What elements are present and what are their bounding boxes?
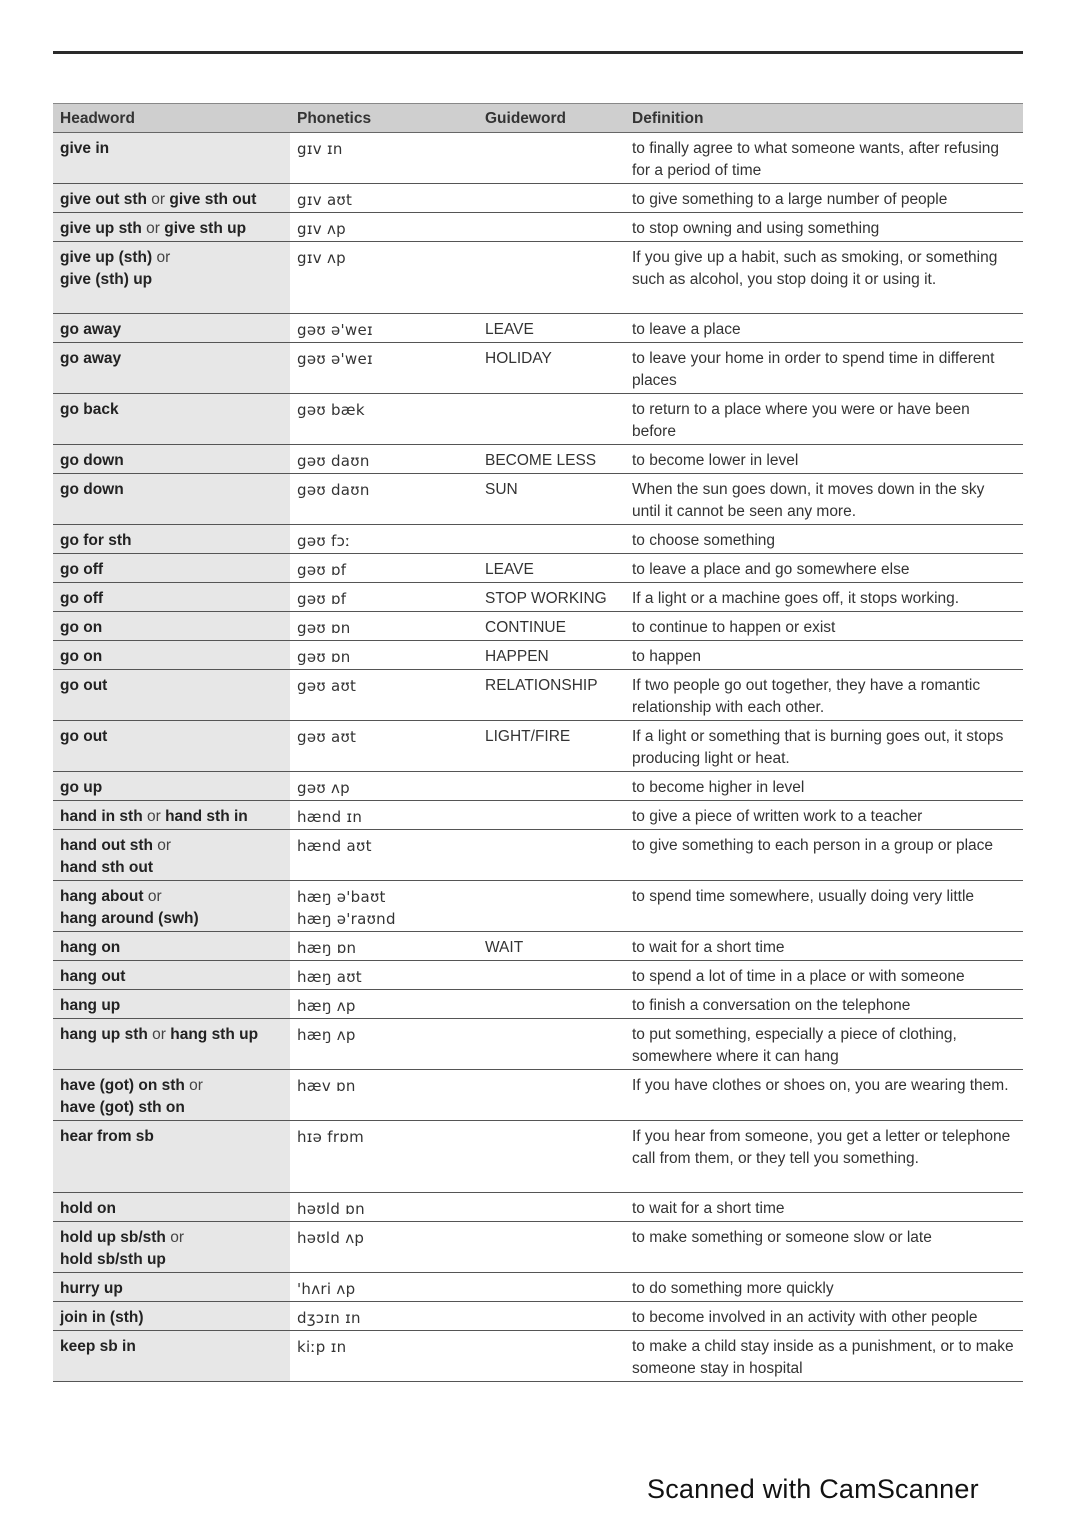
headword-cell <box>53 343 290 394</box>
phonetics-cell <box>290 772 478 801</box>
phonetic-text: hɪə frɒm <box>297 1128 365 1146</box>
table-row <box>53 1121 1023 1193</box>
table-row <box>53 445 1023 474</box>
definition-cell: to finish a conversation on the telephone <box>632 997 911 1014</box>
headword-text: go down <box>60 452 124 469</box>
phonetic-text: gəʊ aʊt <box>297 728 357 746</box>
definition-cell: to give something to a large number of people <box>632 191 948 208</box>
table-header-row <box>53 104 1023 133</box>
table-row <box>53 343 1023 394</box>
guideword-cell <box>478 830 625 881</box>
table-row <box>53 721 1023 772</box>
table-row <box>53 990 1023 1019</box>
top-rule <box>53 51 1023 54</box>
header-definition: Definition <box>632 110 704 127</box>
definition-cell: to make a child stay inside as a punishment, or to make someone stay in hospital <box>632 1338 1014 1377</box>
headword-text: hand sth out <box>60 859 153 876</box>
headword-cell <box>53 612 290 641</box>
headword-text: go for sth <box>60 532 132 549</box>
headword-text: go on <box>60 648 103 665</box>
headword-or: or <box>141 220 165 237</box>
definition-cell: to become higher in level <box>632 779 805 796</box>
headword-text: keep sb in <box>60 1338 136 1355</box>
definition-cell: to leave your home in order to spend time in different places <box>632 350 995 389</box>
headword-or: or <box>184 1077 203 1094</box>
table-row <box>53 612 1023 641</box>
table-row <box>53 1273 1023 1302</box>
headword-cell <box>53 583 290 612</box>
phonetics-cell <box>290 641 478 670</box>
definition-cell: to leave a place and go somewhere else <box>632 561 910 578</box>
guideword-cell <box>478 1331 625 1382</box>
table-row <box>53 1019 1023 1070</box>
headword-text: give up sth <box>60 220 142 237</box>
headword-text: hold up sb/sth <box>60 1229 166 1246</box>
guideword-cell <box>478 801 625 830</box>
headword-text: go away <box>60 321 122 338</box>
phonetic-text: kiːp ɪn <box>297 1338 347 1356</box>
table-row <box>53 641 1023 670</box>
definition-cell: to continue to happen or exist <box>632 619 836 636</box>
phonetics-cell <box>290 1070 478 1121</box>
phonetic-text: gɪv aʊt <box>297 191 353 209</box>
phonetic-text: hænd aʊt <box>297 837 372 855</box>
definition-cell: If you hear from someone, you get a letter or telephone call from them, or they tell you something. <box>632 1128 1011 1167</box>
guideword-cell <box>478 213 625 242</box>
guideword-cell <box>478 1121 625 1193</box>
phonetics-cell <box>290 932 478 961</box>
table-row <box>53 554 1023 583</box>
guideword-cell <box>478 133 625 184</box>
headword-cell <box>53 213 290 242</box>
headword-cell <box>53 1222 290 1273</box>
headword-text: hang around (swh) <box>60 910 199 927</box>
phonetic-text: gəʊ ɒf <box>297 590 347 608</box>
headword-cell <box>53 990 290 1019</box>
headword-cell <box>53 525 290 554</box>
phonetic-text: gəʊ ɒf <box>297 561 347 579</box>
phonetic-text: həʊld ʌp <box>297 1229 365 1247</box>
phonetics-cell <box>290 343 478 394</box>
table-row <box>53 525 1023 554</box>
guideword-cell: LEAVE <box>485 561 534 578</box>
phonetics-cell <box>290 961 478 990</box>
phonetic-text: hæŋ ʌp <box>297 1026 356 1044</box>
phonetics-cell <box>290 830 478 881</box>
headword-cell <box>53 445 290 474</box>
phonetics-cell <box>290 394 478 445</box>
guideword-cell <box>478 772 625 801</box>
definition-cell: If two people go out together, they have a romantic relationship with each other. <box>632 677 981 716</box>
headword-cell <box>53 314 290 343</box>
phonetics-cell <box>290 1121 478 1193</box>
definition-cell: to do something more quickly <box>632 1280 834 1297</box>
guideword-cell <box>478 881 625 932</box>
phonetics-cell <box>290 721 478 772</box>
phonetics-cell <box>290 1302 478 1331</box>
guideword-cell <box>478 1019 625 1070</box>
headword-text: go down <box>60 481 124 498</box>
table-row <box>53 1070 1023 1121</box>
table-row <box>53 801 1023 830</box>
table-row <box>53 1193 1023 1222</box>
headword-text: hang out <box>60 968 126 985</box>
phonetics-cell <box>290 242 478 314</box>
phonetics-cell <box>290 1331 478 1382</box>
headword-cell <box>53 1019 290 1070</box>
table-row <box>53 1222 1023 1273</box>
phonetics-cell <box>290 583 478 612</box>
guideword-cell: RELATIONSHIP <box>485 677 598 694</box>
phonetic-text: hænd ɪn <box>297 808 363 826</box>
guideword-cell: CONTINUE <box>485 619 566 636</box>
guideword-cell: HAPPEN <box>485 648 549 665</box>
headword-cell <box>53 394 290 445</box>
phonetic-text: gəʊ fɔː <box>297 532 351 550</box>
table-body <box>53 133 1023 1382</box>
headword-text: hear from sb <box>60 1128 154 1145</box>
phonetic-text: gəʊ daʊn <box>297 481 370 499</box>
table-row <box>53 184 1023 213</box>
headword-text: have (got) on sth <box>60 1077 185 1094</box>
phonetic-text: gəʊ bæk <box>297 401 365 419</box>
definition-cell: to give a piece of written work to a teacher <box>632 808 923 825</box>
phonetics-cell <box>290 525 478 554</box>
headword-text: go out <box>60 728 108 745</box>
headword-cell <box>53 1121 290 1193</box>
phonetics-cell <box>290 445 478 474</box>
headword-text: hold on <box>60 1200 116 1217</box>
phonetics-cell <box>290 133 478 184</box>
definition-cell: When the sun goes down, it moves down in the sky until it cannot be seen any more. <box>632 481 985 520</box>
headword-text: go off <box>60 590 104 607</box>
guideword-cell <box>478 1070 625 1121</box>
headword-or: or <box>143 888 162 905</box>
phonetic-text: gəʊ ə'weɪ <box>297 350 373 368</box>
headword-cell <box>53 961 290 990</box>
definition-cell: to put something, especially a piece of clothing, somewhere where it can hang <box>632 1026 957 1065</box>
guideword-cell: LEAVE <box>485 321 534 338</box>
phonetic-text: gɪv ʌp <box>297 220 346 238</box>
phonetics-cell <box>290 801 478 830</box>
table-row <box>53 1331 1023 1382</box>
headword-text: go away <box>60 350 122 367</box>
table-row <box>53 133 1023 184</box>
guideword-cell <box>478 1193 625 1222</box>
phonetics-cell <box>290 1019 478 1070</box>
table-row <box>53 583 1023 612</box>
headword-or: or <box>153 837 172 854</box>
phrasal-verb-table <box>53 103 1023 1382</box>
headword-or: or <box>165 1229 184 1246</box>
definition-cell: If a light or something that is burning goes out, it stops producing light or heat. <box>632 728 1004 767</box>
header-headword: Headword <box>60 110 135 127</box>
headword-cell <box>53 1273 290 1302</box>
guideword-cell <box>478 394 625 445</box>
guideword-cell <box>478 525 625 554</box>
phonetics-cell <box>290 213 478 242</box>
table-row <box>53 1302 1023 1331</box>
headword-text: give sth up <box>164 220 247 237</box>
table-row <box>53 394 1023 445</box>
headword-text: go up <box>60 779 103 796</box>
phonetics-cell <box>290 554 478 583</box>
phonetic-text: gəʊ ʌp <box>297 779 350 797</box>
headword-text: go out <box>60 677 108 694</box>
headword-or: or <box>146 191 170 208</box>
phonetic-text: hæŋ ɒn <box>297 939 357 957</box>
definition-cell: to make something or someone slow or late <box>632 1229 932 1246</box>
guideword-cell <box>478 242 625 314</box>
phonetic-text: həʊld ɒn <box>297 1200 365 1218</box>
guideword-cell <box>478 990 625 1019</box>
headword-text: hold sb/sth up <box>60 1251 166 1268</box>
phonetics-cell <box>290 184 478 213</box>
guideword-cell <box>478 961 625 990</box>
definition-cell: to leave a place <box>632 321 741 338</box>
guideword-cell: STOP WORKING <box>485 590 607 607</box>
headword-text: give out sth <box>60 191 147 208</box>
phonetic-text: hæŋ ə'raʊnd <box>297 910 396 928</box>
phonetics-cell <box>290 1273 478 1302</box>
guideword-cell <box>478 184 625 213</box>
phonetics-cell <box>290 990 478 1019</box>
definition-cell: to spend time somewhere, usually doing very little <box>632 888 975 905</box>
headword-cell <box>53 772 290 801</box>
headword-text: give up (sth) <box>60 249 153 266</box>
definition-cell: to wait for a short time <box>632 1200 785 1217</box>
phonetics-cell <box>290 612 478 641</box>
table-row <box>53 474 1023 525</box>
headword-cell <box>53 1331 290 1382</box>
definition-cell: to finally agree to what someone wants, after refusing for a period of time <box>632 140 1000 179</box>
table-row <box>53 670 1023 721</box>
phonetic-text: gəʊ daʊn <box>297 452 370 470</box>
table-row <box>53 830 1023 881</box>
headword-text: have (got) sth on <box>60 1099 185 1116</box>
headword-or: or <box>147 1026 171 1043</box>
headword-cell <box>53 881 290 932</box>
phonetic-text: gəʊ ə'weɪ <box>297 321 373 339</box>
headword-text: hang about <box>60 888 144 905</box>
phonetic-text: hæŋ ʌp <box>297 997 356 1015</box>
definition-cell: If you give up a habit, such as smoking, or something such as alcohol, you stop doing it or using it. <box>632 249 998 288</box>
phonetics-cell <box>290 474 478 525</box>
headword-text: give (sth) up <box>60 271 153 288</box>
phonetic-text: gəʊ aʊt <box>297 677 357 695</box>
phonetics-cell <box>290 1193 478 1222</box>
definition-cell: If a light or a machine goes off, it stops working. <box>632 590 960 607</box>
definition-cell: to spend a lot of time in a place or with someone <box>632 968 965 985</box>
definition-cell: to choose something <box>632 532 776 549</box>
headword-cell <box>53 1302 290 1331</box>
table-row <box>53 881 1023 932</box>
guideword-cell: LIGHT/FIRE <box>485 728 571 745</box>
headword-cell <box>53 721 290 772</box>
guideword-cell: WAIT <box>485 939 524 956</box>
headword-cell <box>53 670 290 721</box>
headword-cell <box>53 932 290 961</box>
phonetic-text: gəʊ ɒn <box>297 619 351 637</box>
headword-cell <box>53 801 290 830</box>
headword-cell <box>53 184 290 213</box>
headword-text: hand sth in <box>165 808 248 825</box>
table-row <box>53 772 1023 801</box>
definition-cell: to stop owning and using something <box>632 220 880 237</box>
table-row <box>53 961 1023 990</box>
headword-cell <box>53 1193 290 1222</box>
phonetic-text: hæŋ aʊt <box>297 968 362 986</box>
headword-text: hang on <box>60 939 121 956</box>
headword-cell <box>53 133 290 184</box>
table-row <box>53 932 1023 961</box>
phonetic-text: dʒɔɪn ɪn <box>297 1309 361 1327</box>
headword-text: give sth out <box>169 191 257 208</box>
headword-or: or <box>152 249 171 266</box>
guideword-cell: SUN <box>485 481 518 498</box>
header-phonetics: Phonetics <box>297 110 372 127</box>
definition-cell: to give something to each person in a group or place <box>632 837 994 854</box>
scanner-watermark: Scanned with CamScanner <box>647 1474 979 1504</box>
guideword-cell: HOLIDAY <box>485 350 552 367</box>
definition-cell: to wait for a short time <box>632 939 785 956</box>
headword-text: hand out sth <box>60 837 153 854</box>
table-row <box>53 314 1023 343</box>
guideword-cell <box>478 1273 625 1302</box>
phonetics-cell <box>290 1222 478 1273</box>
definition-cell: to become involved in an activity with other people <box>632 1309 978 1326</box>
phonetic-text: hæŋ ə'baʊt <box>297 888 386 906</box>
headword-cell <box>53 474 290 525</box>
headword-cell <box>53 830 290 881</box>
definition-cell: to return to a place where you were or have been before <box>632 401 970 440</box>
headword-text: hang up sth <box>60 1026 148 1043</box>
headword-text: hang sth up <box>170 1026 259 1043</box>
guideword-cell <box>478 1222 625 1273</box>
phonetic-text: hæv ɒn <box>297 1077 356 1095</box>
definition-cell: to become lower in level <box>632 452 799 469</box>
guideword-cell <box>478 1302 625 1331</box>
headword-text: join in (sth) <box>60 1309 144 1326</box>
definition-cell: If you have clothes or shoes on, you are wearing them. <box>632 1077 1009 1094</box>
headword-text: go back <box>60 401 119 418</box>
headword-text: give in <box>60 140 110 157</box>
headword-cell <box>53 1070 290 1121</box>
headword-text: hand in sth <box>60 808 143 825</box>
phonetic-text: gɪv ʌp <box>297 249 346 267</box>
headword-text: go off <box>60 561 104 578</box>
headword-text: hurry up <box>60 1280 123 1297</box>
definition-cell: to happen <box>632 648 701 665</box>
headword-cell <box>53 242 290 314</box>
headword-text: hang up <box>60 997 121 1014</box>
table-row <box>53 242 1023 314</box>
phonetic-text: gɪv ɪn <box>297 140 343 158</box>
guideword-cell: BECOME LESS <box>485 452 597 469</box>
phonetics-cell <box>290 881 478 932</box>
headword-cell <box>53 554 290 583</box>
phonetic-text: 'hʌri ʌp <box>297 1280 356 1298</box>
phonetic-text: gəʊ ɒn <box>297 648 351 666</box>
table-row <box>53 213 1023 242</box>
phonetics-cell <box>290 670 478 721</box>
headword-cell <box>53 641 290 670</box>
header-guideword: Guideword <box>485 110 566 127</box>
headword-or: or <box>142 808 166 825</box>
headword-text: go on <box>60 619 103 636</box>
phonetics-cell <box>290 314 478 343</box>
